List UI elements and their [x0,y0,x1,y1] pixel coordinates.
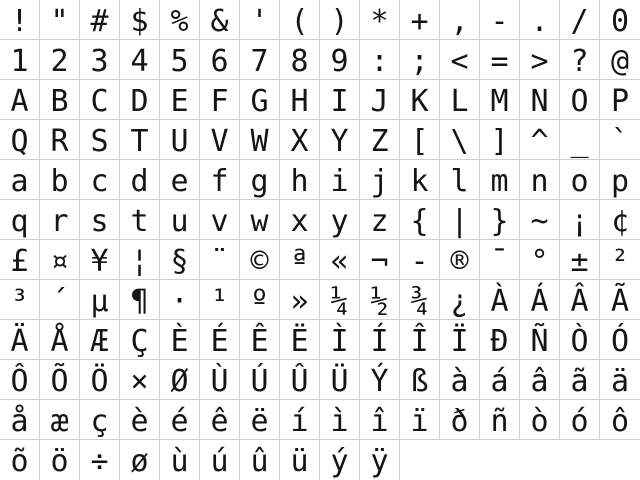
glyph-cell[interactable]: é [160,400,200,440]
glyph-cell[interactable]: à [440,360,480,400]
glyph-cell[interactable]: Â [560,280,600,320]
glyph-cell[interactable]: Ó [600,320,640,360]
glyph-cell[interactable]: ò [520,400,560,440]
glyph-cell[interactable]: Q [0,120,40,160]
glyph-cell[interactable]: K [400,80,440,120]
glyph-cell[interactable]: + [400,0,440,40]
glyph-cell[interactable]: º [240,280,280,320]
glyph-cell[interactable]: i [320,160,360,200]
glyph-cell[interactable]: ¦ [120,240,160,280]
glyph-cell[interactable]: h [280,160,320,200]
glyph-cell[interactable]: ~ [520,200,560,240]
glyph-cell[interactable]: ê [200,400,240,440]
glyph-cell[interactable]: ð [440,400,480,440]
glyph-cell[interactable]: R [40,120,80,160]
glyph-cell[interactable]: Ì [320,320,360,360]
glyph-cell[interactable]: . [520,0,560,40]
glyph-cell[interactable]: ú [200,440,240,480]
glyph-cell[interactable]: , [440,0,480,40]
glyph-cell[interactable]: e [160,160,200,200]
glyph-cell[interactable]: Ñ [520,320,560,360]
glyph-cell[interactable]: f [200,160,240,200]
glyph-cell[interactable]: < [440,40,480,80]
glyph-cell[interactable]: { [400,200,440,240]
glyph-cell[interactable]: ¢ [600,200,640,240]
glyph-cell[interactable]: ë [240,400,280,440]
glyph-cell[interactable]: 5 [160,40,200,80]
glyph-cell[interactable]: · [160,280,200,320]
glyph-cell[interactable]: ¤ [40,240,80,280]
glyph-cell[interactable]: ¹ [200,280,240,320]
glyph-cell[interactable]: # [80,0,120,40]
glyph-cell[interactable]: ] [480,120,520,160]
glyph-cell[interactable]: Ë [280,320,320,360]
glyph-cell[interactable]: 0 [600,0,640,40]
glyph-cell[interactable]: ¥ [80,240,120,280]
glyph-cell[interactable]: Ù [200,360,240,400]
glyph-cell[interactable]: ¨ [200,240,240,280]
glyph-cell[interactable]: Z [360,120,400,160]
glyph-cell[interactable]: Ï [440,320,480,360]
glyph-cell[interactable]: Ä [0,320,40,360]
glyph-cell[interactable]: 9 [320,40,360,80]
glyph-cell[interactable]: ( [280,0,320,40]
glyph-cell[interactable]: F [200,80,240,120]
glyph-cell[interactable]: × [120,360,160,400]
glyph-cell[interactable]: É [200,320,240,360]
glyph-cell[interactable]: ¼ [320,280,360,320]
glyph-cell[interactable]: n [520,160,560,200]
glyph-cell[interactable]: l [440,160,480,200]
glyph-cell[interactable]: x [280,200,320,240]
glyph-cell[interactable]: 8 [280,40,320,80]
glyph-cell[interactable]: å [0,400,40,440]
glyph-cell[interactable]: $ [120,0,160,40]
glyph-cell[interactable]: O [560,80,600,120]
empty-cell [520,440,560,480]
glyph-cell[interactable]: ½ [360,280,400,320]
glyph-cell[interactable]: b [40,160,80,200]
glyph-cell[interactable]: 7 [240,40,280,80]
glyph-cell[interactable]: Í [360,320,400,360]
glyph-cell[interactable]: j [360,160,400,200]
glyph-cell[interactable]: L [440,80,480,120]
glyph-cell[interactable]: - [480,0,520,40]
glyph-cell[interactable]: ) [320,0,360,40]
glyph-cell[interactable]: û [240,440,280,480]
glyph-cell[interactable]: ß [400,360,440,400]
glyph-cell[interactable]: © [240,240,280,280]
glyph-cell[interactable]: Ý [360,360,400,400]
glyph-cell[interactable]: ó [560,400,600,440]
glyph-cell[interactable]: Î [400,320,440,360]
glyph-cell[interactable]: % [160,0,200,40]
glyph-cell[interactable]: ° [520,240,560,280]
glyph-cell[interactable]: ì [320,400,360,440]
empty-cell [600,440,640,480]
glyph-cell[interactable]: ¬ [360,240,400,280]
glyph-cell[interactable]: ã [560,360,600,400]
glyph-cell[interactable]: ô [600,400,640,440]
glyph-cell[interactable]: W [240,120,280,160]
glyph-cell[interactable]: G [240,80,280,120]
glyph-cell[interactable]: ! [0,0,40,40]
glyph-cell[interactable]: ¡ [560,200,600,240]
glyph-cell[interactable]: p [600,160,640,200]
glyph-cell[interactable]: æ [40,400,80,440]
glyph-cell[interactable]: õ [0,440,40,480]
glyph-cell[interactable]: ¾ [400,280,440,320]
glyph-cell[interactable]: c [80,160,120,200]
glyph-cell[interactable]: § [160,240,200,280]
glyph-cell[interactable]: ¿ [440,280,480,320]
glyph-cell[interactable]: V [200,120,240,160]
glyph-cell[interactable]: C [80,80,120,120]
empty-cell [400,440,440,480]
glyph-cell[interactable]: B [40,80,80,120]
glyph-cell[interactable]: µ [80,280,120,320]
glyph-cell[interactable]: t [120,200,160,240]
empty-cell [480,440,520,480]
glyph-cell[interactable]: ø [120,440,160,480]
glyph-cell[interactable]: u [160,200,200,240]
glyph-cell[interactable]: 6 [200,40,240,80]
glyph-cell[interactable]: è [120,400,160,440]
glyph-cell[interactable]: v [200,200,240,240]
glyph-cell[interactable]: Ú [240,360,280,400]
glyph-cell[interactable]: @ [600,40,640,80]
glyph-cell[interactable]: ^ [520,120,560,160]
glyph-cell[interactable]: P [600,80,640,120]
glyph-cell[interactable]: ± [560,240,600,280]
glyph-cell[interactable]: a [0,160,40,200]
glyph-cell[interactable]: & [200,0,240,40]
glyph-cell[interactable]: m [480,160,520,200]
empty-cell [560,440,600,480]
glyph-cell[interactable]: q [0,200,40,240]
glyph-cell[interactable]: " [40,0,80,40]
glyph-cell[interactable]: ; [400,40,440,80]
glyph-cell[interactable]: ´ [40,280,80,320]
glyph-cell[interactable]: r [40,200,80,240]
glyph-cell[interactable]: ÿ [360,440,400,480]
glyph-cell[interactable]: U [160,120,200,160]
glyph-cell[interactable]: Ü [320,360,360,400]
glyph-cell[interactable]: z [360,200,400,240]
glyph-cell[interactable]: Ò [560,320,600,360]
glyph-cell[interactable]: Ø [160,360,200,400]
glyph-cell[interactable]: Õ [40,360,80,400]
glyph-cell[interactable]: * [360,0,400,40]
glyph-cell[interactable]: = [480,40,520,80]
glyph-cell[interactable]: X [280,120,320,160]
glyph-cell[interactable]: Ö [80,360,120,400]
empty-cell [440,440,480,480]
glyph-cell[interactable]: â [520,360,560,400]
glyph-cell[interactable]: D [120,80,160,120]
glyph-cell[interactable]: Á [520,280,560,320]
glyph-cell[interactable]: ? [560,40,600,80]
glyph-cell[interactable]: ñ [480,400,520,440]
glyph-cell[interactable]: Û [280,360,320,400]
glyph-cell[interactable]: o [560,160,600,200]
glyph-cell[interactable]: ` [600,120,640,160]
glyph-cell[interactable]: k [400,160,440,200]
glyph-cell[interactable]: - [400,240,440,280]
glyph-cell[interactable]: s [80,200,120,240]
glyph-cell[interactable]: £ [0,240,40,280]
glyph-cell[interactable]: 1 [0,40,40,80]
glyph-cell[interactable]: ý [320,440,360,480]
glyph-cell[interactable]: > [520,40,560,80]
glyph-cell[interactable]: 4 [120,40,160,80]
glyph-cell[interactable]: y [320,200,360,240]
glyph-cell[interactable]: d [120,160,160,200]
glyph-cell[interactable]: Æ [80,320,120,360]
glyph-cell[interactable]: [ [400,120,440,160]
glyph-cell[interactable]: J [360,80,400,120]
glyph-cell[interactable]: í [280,400,320,440]
glyph-cell[interactable]: 2 [40,40,80,80]
glyph-cell[interactable]: A [0,80,40,120]
glyph-cell[interactable]: ù [160,440,200,480]
glyph-cell[interactable]: « [320,240,360,280]
glyph-cell[interactable]: ü [280,440,320,480]
glyph-cell[interactable]: Y [320,120,360,160]
glyph-cell[interactable]: M [480,80,520,120]
glyph-cell[interactable]: î [360,400,400,440]
glyph-cell[interactable]: À [480,280,520,320]
glyph-cell[interactable]: } [480,200,520,240]
glyph-cell[interactable]: S [80,120,120,160]
glyph-cell[interactable]: ' [240,0,280,40]
glyph-cell[interactable]: Ç [120,320,160,360]
glyph-cell[interactable]: Ð [480,320,520,360]
glyph-cell[interactable]: ª [280,240,320,280]
glyph-cell[interactable]: : [360,40,400,80]
glyph-cell[interactable]: | [440,200,480,240]
glyph-cell[interactable]: 3 [80,40,120,80]
glyph-cell[interactable]: Ê [240,320,280,360]
glyph-cell[interactable]: » [280,280,320,320]
glyph-cell[interactable]: H [280,80,320,120]
glyph-cell[interactable]: ³ [0,280,40,320]
glyph-cell[interactable]: È [160,320,200,360]
glyph-cell[interactable]: ö [40,440,80,480]
glyph-cell[interactable]: á [480,360,520,400]
glyph-cell[interactable]: \ [440,120,480,160]
glyph-cell[interactable]: w [240,200,280,240]
glyph-cell[interactable]: _ [560,120,600,160]
glyph-cell[interactable]: E [160,80,200,120]
glyph-cell[interactable]: I [320,80,360,120]
glyph-cell[interactable]: g [240,160,280,200]
glyph-cell[interactable]: ï [400,400,440,440]
glyph-cell[interactable]: ç [80,400,120,440]
glyph-cell[interactable]: / [560,0,600,40]
glyph-cell[interactable]: T [120,120,160,160]
glyph-cell[interactable]: Ã [600,280,640,320]
glyph-cell[interactable]: ÷ [80,440,120,480]
glyph-cell[interactable]: ® [440,240,480,280]
glyph-cell[interactable]: ¶ [120,280,160,320]
glyph-cell[interactable]: Å [40,320,80,360]
glyph-cell[interactable]: ä [600,360,640,400]
glyph-cell[interactable]: N [520,80,560,120]
glyph-cell[interactable]: ¯ [480,240,520,280]
glyph-cell[interactable]: ² [600,240,640,280]
glyph-cell[interactable]: Ô [0,360,40,400]
